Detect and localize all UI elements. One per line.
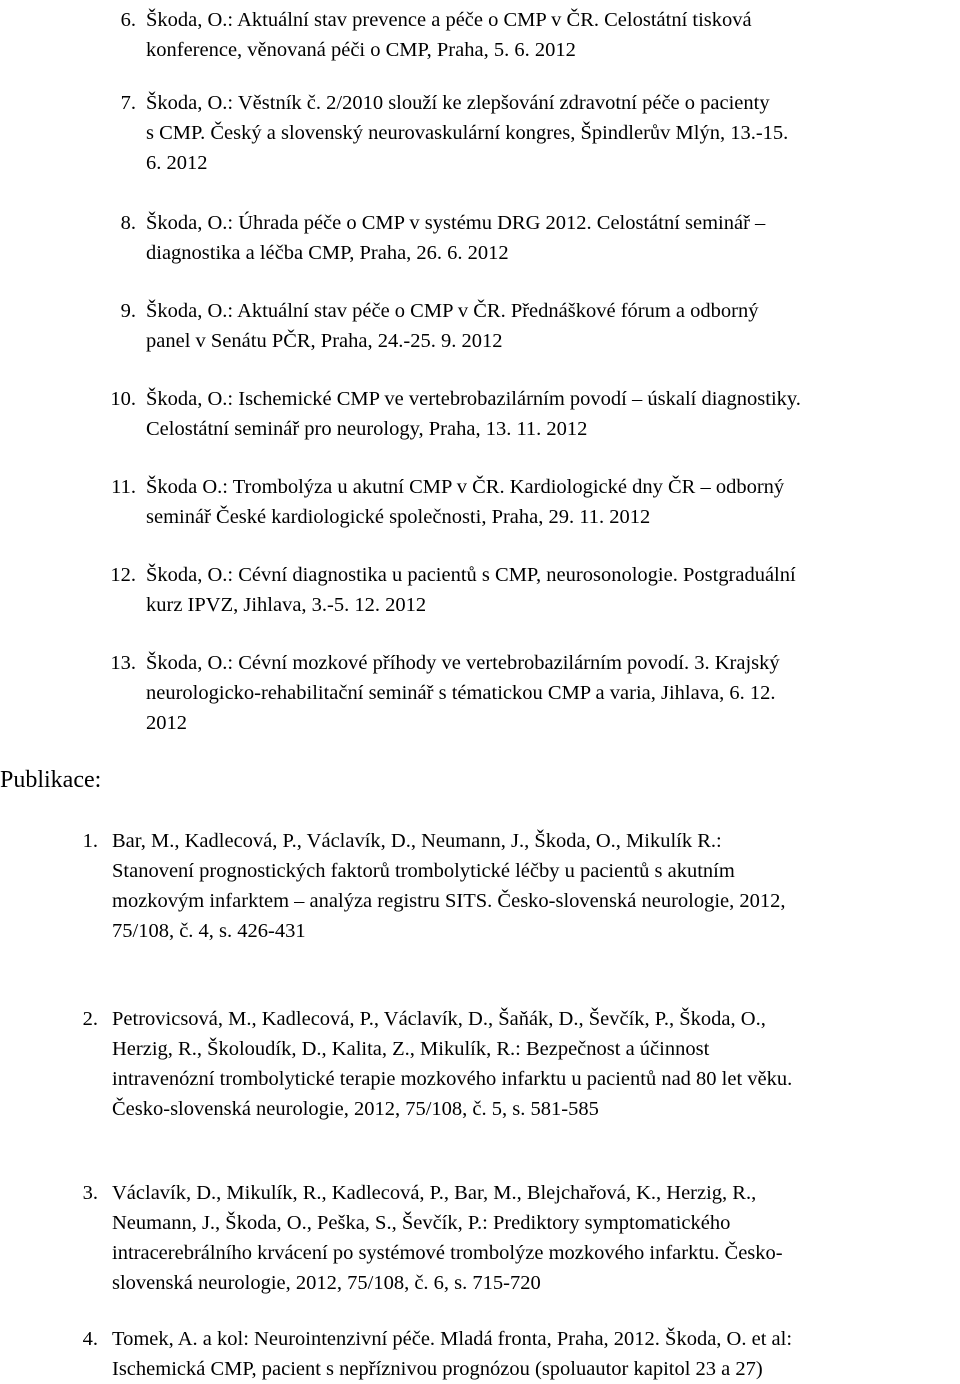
item-text (112, 1004, 952, 1124)
item-line: Škoda, O.: Aktuální stav péče o CMP v ČR. Přednáškové fórum a odborný (146, 300, 759, 322)
item-number: 2. (82, 1008, 98, 1030)
item-number: 6. (120, 9, 136, 31)
item-text (112, 826, 952, 946)
item-line: Václavík, D., Mikulík, R., Kadlecová, P., Bar, M., Blejchařová, K., Herzig, R., (112, 1182, 757, 1204)
item-line: diagnostika a léčba CMP, Praha, 26. 6. 2012 (146, 242, 509, 264)
item-text (112, 1324, 952, 1384)
item-line: kurz IPVZ, Jihlava, 3.-5. 12. 2012 (146, 594, 427, 616)
item-text (112, 1178, 952, 1298)
item-line: neurologicko-rehabilitační seminář s tématickou CMP a varia, Jihlava, 6. 12. (146, 682, 776, 704)
item-line: Česko-slovenská neurologie, 2012, 75/108, č. 5, s. 581-585 (112, 1098, 599, 1120)
item-number: 11. (111, 476, 136, 498)
item-text (146, 560, 952, 620)
item-line: Petrovicsová, M., Kadlecová, P., Václavík, D., Šaňák, D., Ševčík, P., Škoda, O., (112, 1008, 766, 1030)
item-text (146, 472, 952, 532)
item-line: Ischemická CMP, pacient s nepříznivou prognózou (spoluautor kapitol 23 a 27) (112, 1358, 763, 1380)
item-line: Herzig, R., Školoudík, D., Kalita, Z., Mikulík, R.: Bezpečnost a účinnost (112, 1038, 710, 1060)
item-text (146, 88, 952, 178)
item-line: Celostátní seminář pro neurology, Praha, 13. 11. 2012 (146, 418, 588, 440)
item-line: intravenózní trombolytické terapie mozkového infarktu u pacientů nad 80 let věku. (112, 1068, 793, 1090)
item-line: Škoda, O.: Věstník č. 2/2010 slouží ke zlepšování zdravotní péče o pacienty (146, 92, 770, 114)
item-number: 8. (120, 212, 136, 234)
item-line: Škoda, O.: Cévní mozkové příhody ve vertebrobazilárním povodí. 3. Krajský (146, 652, 780, 674)
item-line: Neumann, J., Škoda, O., Peška, S., Ševčík, P.: Prediktory symptomatického (112, 1212, 731, 1234)
item-line: s CMP. Český a slovenský neurovaskulární kongres, Špindlerův Mlýn, 13.-15. (146, 122, 789, 144)
item-line: Škoda, O.: Cévní diagnostika u pacientů s CMP, neurosonologie. Postgraduální (146, 564, 796, 586)
item-number: 12. (110, 564, 136, 586)
item-line: Bar, M., Kadlecová, P., Václavík, D., Neumann, J., Škoda, O., Mikulík R.: (112, 830, 722, 852)
item-line: panel v Senátu PČR, Praha, 24.-25. 9. 2012 (146, 330, 503, 352)
item-line: konference, věnovaná péči o CMP, Praha, 5. 6. 2012 (146, 39, 576, 61)
item-line: Škoda, O.: Aktuální stav prevence a péče o CMP v ČR. Celostátní tisková (146, 9, 752, 31)
item-line: Stanovení prognostických faktorů trombolytické léčby u pacientů s akutním (112, 860, 735, 882)
item-text (146, 296, 952, 356)
item-text (146, 384, 952, 444)
item-line: seminář České kardiologické společnosti, Praha, 29. 11. 2012 (146, 506, 651, 528)
item-number: 10. (110, 388, 136, 410)
item-line: Škoda, O.: Úhrada péče o CMP v systému DRG 2012. Celostátní seminář – (146, 212, 766, 234)
item-line: 75/108, č. 4, s. 426-431 (112, 920, 306, 942)
item-line: 6. 2012 (146, 152, 208, 174)
item-line: Škoda, O.: Ischemické CMP ve vertebrobazilárním povodí – úskalí diagnostiky. (146, 388, 801, 410)
item-line: Škoda O.: Trombolýza u akutní CMP v ČR. Kardiologické dny ČR – odborný (146, 476, 785, 498)
item-text (146, 5, 952, 65)
item-line: Tomek, A. a kol: Neurointenzivní péče. Mladá fronta, Praha, 2012. Škoda, O. et al: (112, 1328, 793, 1350)
item-line: slovenská neurologie, 2012, 75/108, č. 6, s. 715-720 (112, 1272, 541, 1294)
publications-heading: Publikace: (0, 767, 102, 793)
item-number: 7. (120, 92, 136, 114)
item-line: intracerebrálního krvácení po systémové trombolýze mozkového infarktu. Česko- (112, 1242, 783, 1264)
item-number: 1. (82, 830, 98, 852)
item-number: 9. (120, 300, 136, 322)
item-line: mozkovým infarktem – analýza registru SITS. Česko-slovenská neurologie, 2012, (112, 890, 786, 912)
item-number: 4. (82, 1328, 98, 1350)
item-text (146, 208, 952, 268)
item-text (146, 648, 952, 738)
item-number: 13. (110, 652, 136, 674)
item-line: 2012 (146, 712, 187, 734)
item-number: 3. (82, 1182, 98, 1204)
